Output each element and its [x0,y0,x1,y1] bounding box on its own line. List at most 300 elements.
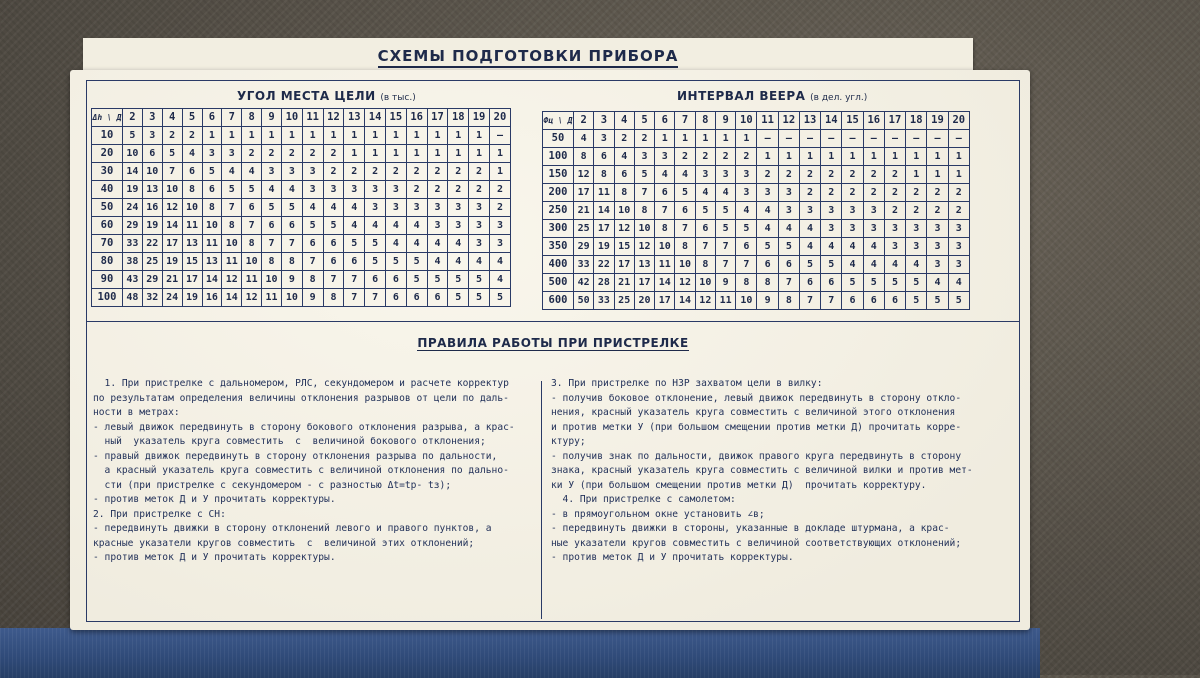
row-header: 200 [543,184,574,202]
table-cell: 17 [634,274,654,292]
table-cell: 7 [634,184,654,202]
row-header: 70 [92,235,123,253]
table-cell: 10 [222,235,242,253]
table-cell: 4 [406,235,427,253]
table-cell: — [489,127,510,145]
table-cell: 2 [448,181,469,199]
table-cell: 5 [427,271,448,289]
table-cell: 14 [655,274,675,292]
table-cell: — [948,130,969,148]
table-cell: 7 [344,289,365,307]
table-cell: 8 [695,256,715,274]
column-header: 15 [385,109,406,127]
table-cell: 1 [799,148,820,166]
table-cell: 2 [262,145,282,163]
table-cell: 7 [715,238,735,256]
rule-line: ки У (при большом смещении против метки Д) прочитать корректуру. [551,479,927,491]
table-cell: 17 [162,235,182,253]
table-cell: 8 [262,253,282,271]
table-cell: 2 [162,127,182,145]
table-cell: 5 [489,289,510,307]
table-cell: 5 [123,127,143,145]
table-cell: 12 [695,292,715,310]
table-cell: 4 [778,220,799,238]
table-cell: 10 [262,271,282,289]
table-cell: 15 [614,238,634,256]
table-cell: 6 [302,235,323,253]
table-cell: 8 [202,199,222,217]
table-cell: 4 [757,220,778,238]
table-cell: 2 [469,163,490,181]
table-cell: 5 [715,202,735,220]
rule-line: нения, красный указатель круга совместить с величиной этого отклонения [551,407,956,418]
reference-card [70,70,1030,630]
rule-line: - против меток Д и У прочитать корректуры. [551,552,794,563]
table-cell: 8 [182,181,202,199]
table-cell: 3 [736,184,757,202]
table-row [92,181,511,199]
row-header: 50 [543,130,574,148]
table-cell: 1 [282,127,303,145]
table-cell: 3 [906,220,927,238]
table-cell: 3 [469,199,490,217]
table-cell: 29 [142,271,162,289]
row-header: 50 [92,199,123,217]
column-header: 17 [427,109,448,127]
row-header: 10 [92,127,123,145]
table-cell: 3 [302,163,323,181]
table-cell: 5 [262,199,282,217]
table-cell: 7 [323,271,344,289]
table-cell: 7 [302,253,323,271]
table-cell: 10 [695,274,715,292]
table-cell: 4 [863,238,884,256]
table-cell: 2 [695,148,715,166]
table-cell: 2 [634,130,654,148]
table-cell: 3 [427,217,448,235]
table-cell: 4 [842,238,863,256]
table-cell: 3 [489,217,510,235]
table-cell: 5 [757,238,778,256]
table-cell: 17 [655,292,675,310]
left-table-title: УГОЛ МЕСТА ЦЕЛИ (в тыс.) [237,89,416,103]
row-header: 500 [543,274,574,292]
table-cell: 2 [302,145,323,163]
column-header: 13 [799,112,820,130]
rule-line: - получив знак по дальности, движок правого круга передвинуть в сторону [551,450,962,462]
table-cell: 11 [242,271,262,289]
row-header: 40 [92,181,123,199]
table-cell: 3 [948,256,969,274]
table-cell: 10 [675,256,695,274]
table-cell: 6 [323,253,344,271]
table-cell: 10 [634,220,654,238]
table-cell: 3 [863,220,884,238]
table-row [92,145,511,163]
table-cell: 12 [242,289,262,307]
row-header: 100 [92,289,123,307]
column-header: 12 [778,112,799,130]
column-header: 8 [695,112,715,130]
column-header: 6 [202,109,222,127]
table-cell: 8 [778,292,799,310]
column-header: 20 [489,109,510,127]
rule-line: - против меток Д и У прочитать корректуры. [93,494,336,505]
table-cell: 5 [469,289,490,307]
table-cell: 3 [927,238,948,256]
table-cell: 5 [448,289,469,307]
table-cell: 4 [427,235,448,253]
column-header: 9 [715,112,735,130]
table-cell: 6 [655,184,675,202]
table-cell: 19 [162,253,182,271]
table-cell: 2 [323,163,344,181]
table-cell: 2 [906,184,927,202]
table-cell: 4 [448,235,469,253]
column-header: 2 [123,109,143,127]
table-cell: 6 [594,148,614,166]
table-row [92,217,511,235]
rule-line: 1. При пристрелке с дальномером, РЛС, секундомером и расчете корректур [93,378,509,389]
table-cell: 8 [675,238,695,256]
table-cell: 5 [365,235,386,253]
table-cell: — [927,130,948,148]
rules-left-column [93,377,533,566]
table-cell: 2 [884,184,905,202]
table-cell: 12 [634,238,654,256]
column-header: 14 [821,112,842,130]
table-cell: 2 [489,199,510,217]
table-cell: 7 [344,271,365,289]
section-divider [87,321,1019,322]
table-cell: 2 [242,145,262,163]
table-cell: 5 [842,274,863,292]
table-cell: 14 [222,289,242,307]
table-cell: 4 [821,238,842,256]
elevation-angle-table [91,108,511,307]
rule-line: 2. При пристрелке с СН: [93,508,226,520]
table-cell: 1 [948,166,969,184]
table-cell: 4 [715,184,735,202]
table-cell: 3 [427,199,448,217]
table-cell: 9 [757,292,778,310]
table-cell: 7 [222,199,242,217]
table-cell: 29 [123,217,143,235]
row-header: 150 [543,166,574,184]
table-cell: 1 [344,145,365,163]
table-row [543,256,970,274]
table-cell: 8 [594,166,614,184]
table-cell: 3 [821,220,842,238]
table-cell: 6 [821,274,842,292]
column-header: 19 [927,112,948,130]
table-cell: 4 [222,163,242,181]
table-cell: 6 [142,145,162,163]
rule-line: и против метки У (при большом смещении против метки Д) прочитать корре- [551,421,962,433]
table-cell: 5 [282,199,303,217]
table-cell: 3 [344,181,365,199]
table-cell: 6 [323,235,344,253]
column-header: 10 [282,109,303,127]
table-cell: 11 [262,289,282,307]
table-cell: 33 [123,235,143,253]
table-cell: 7 [778,274,799,292]
table-cell: 2 [799,166,820,184]
table-cell: 1 [715,130,735,148]
table-cell: 19 [142,217,162,235]
table-cell: 4 [675,166,695,184]
table-cell: 4 [344,217,365,235]
column-header: 5 [182,109,202,127]
table-cell: 2 [715,148,735,166]
column-header: 19 [469,109,490,127]
table-header-row [92,109,511,127]
column-header: 12 [323,109,344,127]
table-cell: 10 [162,181,182,199]
table-row [543,148,970,166]
table-cell: 14 [594,202,614,220]
table-cell: 4 [695,184,715,202]
rule-line: - передвинуть движки в стороны, указанные в докладе штурмана, а крас- [551,523,950,534]
table-cell: 7 [736,256,757,274]
table-cell: 10 [736,292,757,310]
rule-line: - против меток Д и У прочитать корректуры. [93,552,336,563]
table-cell: 8 [222,217,242,235]
table-cell: 3 [448,199,469,217]
table-cell: 5 [344,235,365,253]
table-cell: 3 [778,202,799,220]
table-cell: 1 [448,145,469,163]
table-cell: 11 [202,235,222,253]
table-cell: 2 [675,148,695,166]
table-cell: 3 [202,145,222,163]
table-row [543,238,970,256]
column-header: 4 [162,109,182,127]
column-header: 10 [736,112,757,130]
table-cell: 12 [614,220,634,238]
table-cell: 10 [202,217,222,235]
table-cell: 6 [427,289,448,307]
table-cell: 6 [695,220,715,238]
table-cell: 4 [927,274,948,292]
right-table-title: ИНТЕРВАЛ ВЕЕРА (в дел. угл.) [677,89,868,103]
table-cell: 2 [282,145,303,163]
row-header: 60 [92,217,123,235]
table-cell: 10 [123,145,143,163]
table-cell: 4 [182,145,202,163]
table-cell: 43 [123,271,143,289]
table-cell: 2 [884,202,905,220]
table-cell: 3 [302,181,323,199]
rule-line: красные указатели кругов совместить с величиной этих отклонений; [93,537,475,549]
table-cell: 7 [695,238,715,256]
table-cell: 6 [365,271,386,289]
table-cell: 1 [302,127,323,145]
column-header: 9 [262,109,282,127]
table-cell: 4 [302,199,323,217]
table-cell: 1 [675,130,695,148]
column-header: 11 [757,112,778,130]
column-header: 6 [655,112,675,130]
table-cell: 3 [594,130,614,148]
table-cell: 5 [906,292,927,310]
table-cell: 10 [242,253,262,271]
table-cell: 5 [365,253,386,271]
table-cell: 5 [448,271,469,289]
rule-line: знака, красный указатель круга совместить с величиной вилки и против мет- [551,465,973,476]
table-cell: 6 [344,253,365,271]
column-header: 16 [406,109,427,127]
table-cell: 5 [927,292,948,310]
table-cell: 3 [884,238,905,256]
table-row [543,292,970,310]
table-cell: 1 [427,127,448,145]
table-cell: 3 [927,256,948,274]
table-cell: 3 [884,220,905,238]
table-cell: 1 [821,148,842,166]
table-cell: 3 [142,127,162,145]
table-corner-label: Фц \ Д [543,112,574,130]
table-cell: 1 [262,127,282,145]
column-header: 2 [574,112,594,130]
table-cell: 15 [182,253,202,271]
table-cell: 3 [365,199,386,217]
card-frame [86,80,1020,622]
table-cell: 2 [778,166,799,184]
rules-title: ПРАВИЛА РАБОТЫ ПРИ ПРИСТРЕЛКЕ [417,336,689,350]
table-cell: 14 [675,292,695,310]
table-corner-label: Δh \ Д [92,109,123,127]
table-cell: 8 [302,271,323,289]
table-cell: 19 [182,289,202,307]
table-cell: 7 [821,292,842,310]
table-cell: 3 [863,202,884,220]
table-cell: 2 [406,181,427,199]
table-cell: 8 [614,184,634,202]
table-cell: 28 [594,274,614,292]
column-header: 7 [675,112,695,130]
table-cell: 1 [323,127,344,145]
table-cell: 10 [142,163,162,181]
table-cell: 1 [448,127,469,145]
table-cell: 3 [906,238,927,256]
table-cell: 8 [634,202,654,220]
table-cell: 2 [821,166,842,184]
table-cell: 25 [614,292,634,310]
rule-line: ности в метрах: [93,407,180,418]
table-cell: 1 [469,145,490,163]
table-cell: 3 [469,235,490,253]
table-cell: 3 [842,202,863,220]
table-cell: 3 [385,199,406,217]
table-cell: 3 [778,184,799,202]
table-cell: 10 [282,289,303,307]
table-cell: 1 [906,166,927,184]
table-cell: 4 [406,217,427,235]
table-row [92,127,511,145]
table-cell: 5 [778,238,799,256]
table-cell: 21 [574,202,594,220]
table-cell: 2 [863,166,884,184]
table-cell: 2 [799,184,820,202]
table-row [543,202,970,220]
table-cell: 5 [222,181,242,199]
table-cell: 4 [757,202,778,220]
table-cell: 5 [323,217,344,235]
table-cell: 1 [489,163,510,181]
table-cell: 13 [634,256,654,274]
table-cell: — [821,130,842,148]
table-cell: 1 [736,130,757,148]
table-cell: 12 [222,271,242,289]
table-cell: 3 [655,148,675,166]
table-cell: 10 [655,238,675,256]
table-cell: 17 [614,256,634,274]
table-cell: 6 [385,289,406,307]
table-cell: 5 [634,166,654,184]
table-cell: 1 [906,148,927,166]
table-cell: 8 [757,274,778,292]
row-header: 250 [543,202,574,220]
table-cell: 9 [302,289,323,307]
table-cell: 7 [162,163,182,181]
table-cell: 3 [736,166,757,184]
table-cell: 22 [594,256,614,274]
table-cell: 4 [469,253,490,271]
table-cell: 21 [162,271,182,289]
table-cell: 2 [948,202,969,220]
table-cell: 25 [142,253,162,271]
table-cell: 3 [634,148,654,166]
table-cell: 8 [736,274,757,292]
column-header: 13 [344,109,365,127]
fan-interval-table [542,111,970,310]
table-cell: 4 [262,181,282,199]
table-cell: 5 [799,256,820,274]
table-cell: 24 [162,289,182,307]
table-cell: 2 [427,163,448,181]
table-cell: 2 [489,181,510,199]
column-header: 7 [222,109,242,127]
rule-line: - в прямоугольном окне установить ∠в; [551,508,765,520]
table-row [543,130,970,148]
table-cell: 4 [948,274,969,292]
table-cell: 11 [594,184,614,202]
header-title: СХЕМЫ ПОДГОТОВКИ ПРИБОРА [83,47,973,65]
rule-line: сти (при пристрелке с секундомером - с разностью Δt=tр- tз); [93,479,452,491]
table-cell: 1 [222,127,242,145]
column-divider [541,381,542,619]
table-cell: 16 [142,199,162,217]
column-header: 3 [142,109,162,127]
row-header: 30 [92,163,123,181]
rule-line: - получив боковое отклонение, левый движок передвинуть в сторону откло- [551,392,962,404]
column-header: 15 [842,112,863,130]
table-cell: 4 [736,202,757,220]
table-cell: 2 [927,202,948,220]
table-cell: 10 [182,199,202,217]
table-row [92,271,511,289]
table-cell: 2 [906,202,927,220]
table-cell: 6 [863,292,884,310]
table-cell: 2 [884,166,905,184]
table-cell: 5 [884,274,905,292]
table-cell: 4 [489,271,510,289]
table-cell: 6 [614,166,634,184]
table-cell: 4 [323,199,344,217]
table-cell: 3 [406,199,427,217]
table-cell: 1 [757,148,778,166]
